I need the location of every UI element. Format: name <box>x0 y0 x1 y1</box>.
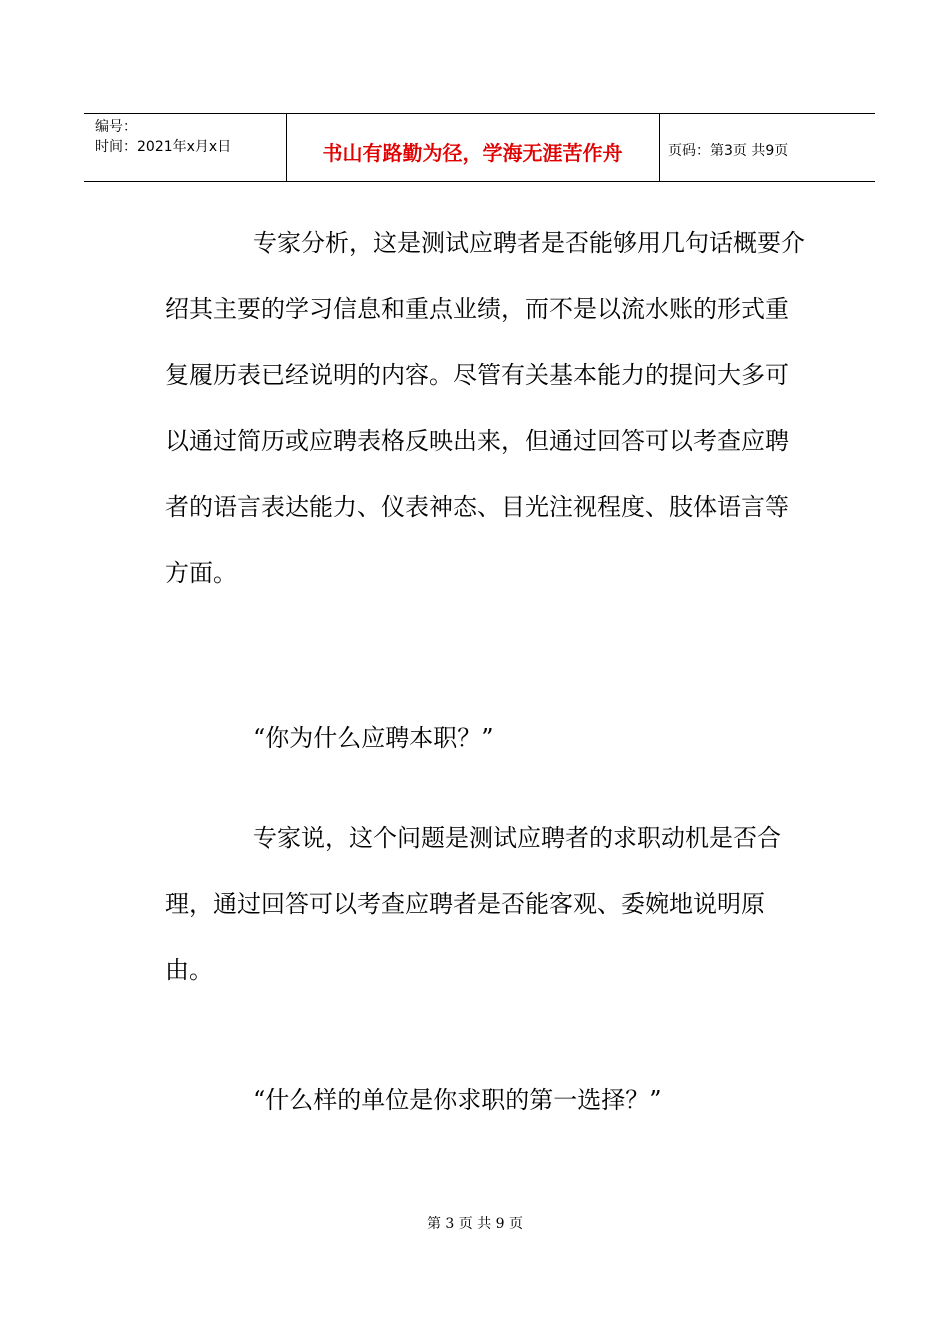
header-meta <box>95 117 231 157</box>
header-separator-right <box>659 113 660 181</box>
header-page-label: 页码：第3页 共9页 <box>668 143 789 159</box>
document-time-label: 时间：2021年x月x日 <box>95 139 232 155</box>
body-question-2: “什么样的单位是你求职的第一选择？” <box>253 1086 662 1114</box>
document-number-label: 编号： <box>95 119 137 135</box>
header-top-rule <box>84 113 875 114</box>
body-question-1: “你为什么应聘本职？” <box>253 724 494 752</box>
header-bottom-rule <box>84 181 875 182</box>
header-motto: 书山有路勤为径，学海无涯苦作舟 <box>322 141 623 165</box>
body-paragraph-2: 专家说，这个问题是测试应聘者的求职动机是否合理，通过回答可以考查应聘者是否能客观、委婉地说明原由。 <box>165 824 781 984</box>
footer-page-number: 第 3 页 共 9 页 <box>426 1216 524 1232</box>
body-paragraph-1: 专家分析，这是测试应聘者是否能够用几句话概要介绍其主要的学习信息和重点业绩，而不是以流水账的形式重复履历表已经说明的内容。尽管有关基本能力的提问大多可以通过简历或应聘表格反映出来，但通过回答可以考查应聘者的语言表达能力、仪表神态、目光注视程度、肢体语言等方面。 <box>165 229 805 587</box>
